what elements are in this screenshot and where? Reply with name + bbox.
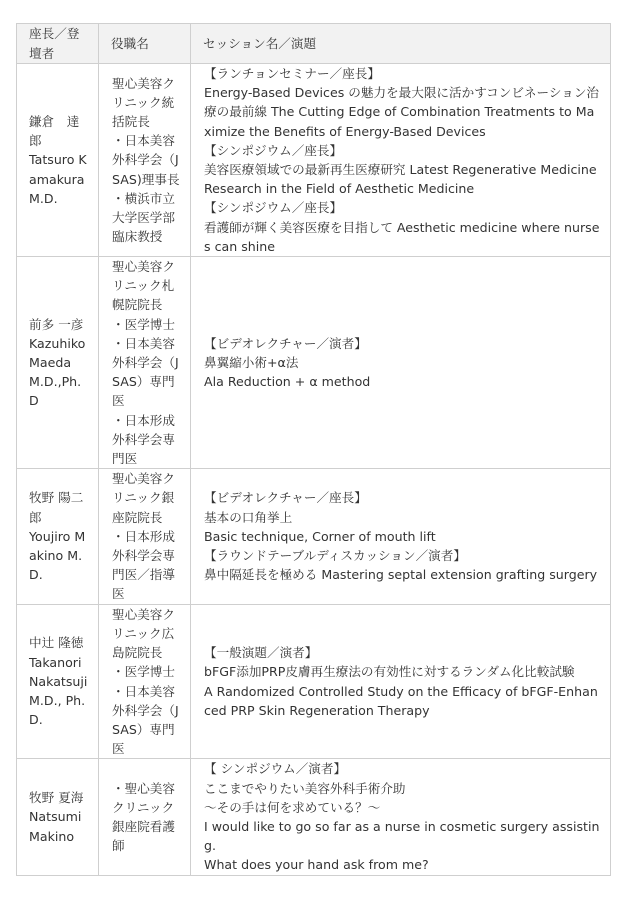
session-line: Energy-Based Devices の魅力を最大限に活かすコンビネーション治療の最前線 The Cutting Edge of Combination Treatments to Maximize the Benefits of Energy-Based Devices xyxy=(204,85,600,139)
chair-line: Youjiro Makino M.D. xyxy=(29,528,86,583)
session-cell xyxy=(191,257,611,469)
session-table xyxy=(16,23,611,876)
header-chair: 座長／登壇者 xyxy=(17,24,99,64)
chair-cell xyxy=(17,604,99,759)
session-line: What does your hand ask from me? xyxy=(204,857,429,873)
session-line: 基本の口角挙上 xyxy=(204,509,293,525)
chair-cell xyxy=(17,759,99,875)
position-line: 聖心美容クリニック銀座院院長 xyxy=(112,471,175,525)
position-cell xyxy=(99,469,191,604)
header-session: セッション名／演題 xyxy=(191,24,611,64)
session-line: 美容医療領域での最新再生医療研究 Latest Regenerative Medicine Research in the Field of Aesthetic Medicine xyxy=(204,162,597,197)
session-line: 【一般演題／演者】 xyxy=(204,645,318,661)
session-line: Ala Reduction + α method xyxy=(204,374,371,390)
chair-line: Tatsuro Kamakura M.D. xyxy=(29,152,87,206)
position-line: ・日本美容外科学会（JSAS）専門医 xyxy=(112,335,179,409)
position-cell xyxy=(99,604,191,759)
chair-line: 前多 一彦 xyxy=(29,316,84,332)
session-line: Basic technique, Corner of mouth lift xyxy=(204,528,436,544)
position-line: ・横浜市立大学医学部臨床教授 xyxy=(112,190,175,245)
session-line: 【ビデオレクチャー／演者】 xyxy=(204,335,367,351)
session-line: 【ビデオレクチャー／座長】 xyxy=(204,490,367,506)
position-line: ・医学博士 xyxy=(112,316,175,332)
position-line: ・聖心美容クリニック 銀座院看護師 xyxy=(112,780,187,854)
position-line: ・日本形成外科学会専門医 xyxy=(112,412,175,467)
table-row xyxy=(17,759,611,875)
position-line: 聖心美容クリニック広島院院長 xyxy=(112,606,175,661)
table-row xyxy=(17,64,611,257)
session-line: bFGF添加PRP皮膚再生療法の有効性に対するランダム化比較試験 xyxy=(204,664,575,680)
chair-line: Takanori Nakatsuji M.D., Ph.D. xyxy=(29,654,88,728)
chair-line: 鎌倉 達郎 xyxy=(29,114,80,149)
session-line: 【 シンポジウム／演者】 xyxy=(204,761,347,777)
session-line: 看護師が輝く美容医療を目指して Aesthetic medicine where nurses can shine xyxy=(204,219,600,254)
table-row xyxy=(17,469,611,604)
chair-line: 牧野 陽二郎 xyxy=(29,490,84,525)
session-line: 【ラウンドテーブルディスカッション／演者】 xyxy=(204,548,466,564)
position-cell xyxy=(99,759,191,875)
table-header-row xyxy=(17,24,611,64)
chair-cell xyxy=(17,257,99,469)
session-cell xyxy=(191,759,611,875)
session-cell xyxy=(191,469,611,604)
position-cell xyxy=(99,257,191,469)
session-line: 〜その手は何を求めている？〜 xyxy=(204,799,381,815)
chair-line: 牧野 夏海 xyxy=(29,790,84,806)
session-line: 【ランチョンセミナー／座長】 xyxy=(204,66,380,81)
position-line: ・日本美容外科学会（JSAS）専門医 xyxy=(112,683,179,757)
session-line: ここまでやりたい美容外科手術介助 xyxy=(204,780,406,796)
position-line: ・日本形成外科学会専門医／指導医 xyxy=(112,528,175,602)
position-cell xyxy=(99,64,191,257)
table-row xyxy=(17,604,611,759)
position-line: ・医学博士 xyxy=(112,664,175,680)
chair-cell xyxy=(17,64,99,257)
session-line: 鼻翼縮小術+α法 xyxy=(204,355,299,371)
session-line: 【シンポジウム／座長】 xyxy=(204,142,343,158)
position-line: 聖心美容クリニック札幌院院長 xyxy=(112,259,175,313)
session-line: 【シンポジウム／座長】 xyxy=(204,200,343,216)
chair-cell xyxy=(17,469,99,604)
position-line: ・日本美容外科学会（JSAS)理事長 xyxy=(112,133,180,187)
table-row xyxy=(17,257,611,469)
session-cell xyxy=(191,604,611,759)
table-body xyxy=(17,64,611,876)
session-line: A Randomized Controlled Study on the Efficacy of bFGF-Enhanced PRP Skin Regeneration Therapy xyxy=(204,683,598,718)
chair-line: Kazuhiko Maeda M.D.,Ph.D xyxy=(29,335,86,409)
header-position: 役職名 xyxy=(99,24,191,64)
session-cell xyxy=(191,64,611,257)
session-line: I would like to go so far as a nurse in cosmetic surgery assisting. xyxy=(204,818,600,854)
chair-line: 中辻 隆徳 xyxy=(29,635,84,651)
position-line: 聖心美容クリニック統括院長 xyxy=(112,75,175,129)
chair-line: Natsumi Makino xyxy=(29,809,82,844)
session-table-container xyxy=(16,23,610,876)
session-line: 鼻中隔延長を極める Mastering septal extension grafting surgery xyxy=(204,567,598,583)
